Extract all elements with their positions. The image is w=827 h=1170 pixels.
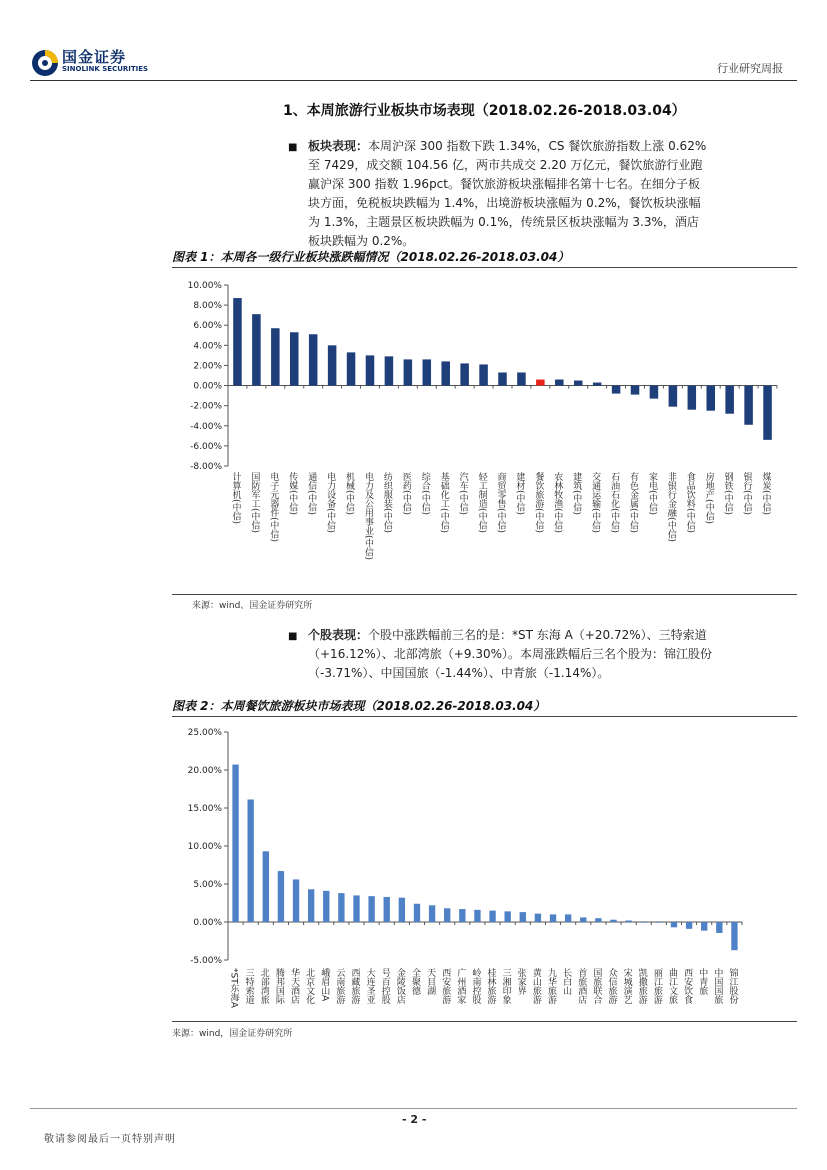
x-tick-label: 商贸零售(中信) <box>495 472 506 534</box>
para2-line: （+16.12%）、北部湾旅（+9.30%）。本周涨跌幅后三名个股为：锦江股份 <box>308 647 712 661</box>
x-tick-label: 纺织服装(中信) <box>381 472 392 534</box>
x-tick-label-wrap <box>259 968 273 1020</box>
x-tick-label: 电力及公用事业(中信) <box>362 472 373 561</box>
x-tick-label-wrap <box>546 968 560 1020</box>
bar <box>252 314 261 385</box>
bar <box>271 328 280 385</box>
x-tick-label: 九华旅游 <box>546 968 557 1004</box>
x-tick-label: 医药(中信) <box>400 472 411 516</box>
x-tick-label-wrap <box>486 968 500 1020</box>
bar <box>731 922 737 950</box>
x-tick-label: 食品饮料(中信) <box>684 472 695 534</box>
x-tick-label: 国旅联合 <box>591 968 602 1004</box>
x-tick-label-wrap <box>628 472 642 592</box>
header-divider <box>30 80 797 81</box>
bar <box>399 898 405 922</box>
paragraph-sector <box>308 137 788 251</box>
x-tick-label: 丽江旅游 <box>651 968 662 1004</box>
bar <box>716 922 722 933</box>
bar <box>309 334 318 385</box>
bar <box>233 298 242 385</box>
x-tick-label-wrap <box>685 472 699 592</box>
y-tick-label: 0.00% <box>193 918 222 928</box>
bar <box>384 897 390 922</box>
y-tick-label: 8.00% <box>193 301 222 312</box>
bar <box>565 914 571 922</box>
x-tick-label: 凯撒旅游 <box>636 968 647 1004</box>
x-tick-label-wrap <box>344 472 358 592</box>
page-number: - 2 - <box>402 1113 427 1126</box>
bar <box>232 765 238 922</box>
bar <box>593 383 602 386</box>
x-tick-label: 农林牧渔(中信) <box>552 472 563 534</box>
x-tick-label: 非银行金融(中信) <box>665 472 676 543</box>
x-tick-label-wrap <box>591 968 605 1020</box>
x-tick-label-wrap <box>723 472 737 592</box>
logo-text-en: SINOLINK SECURITIES <box>62 65 149 73</box>
x-tick-label-wrap <box>395 968 409 1020</box>
x-tick-label-wrap <box>410 968 424 1020</box>
figure2-top-rule <box>172 716 797 717</box>
bar <box>366 355 375 385</box>
logo-mark-icon <box>30 48 60 78</box>
x-tick-label-wrap <box>552 472 566 592</box>
bar <box>328 345 337 385</box>
x-tick-label: 西安饮食 <box>682 968 693 1004</box>
y-tick-label: 10.00% <box>187 281 222 291</box>
x-tick-label-wrap <box>666 472 680 592</box>
x-tick-label-wrap <box>704 472 718 592</box>
bar <box>763 386 772 440</box>
x-tick-label-wrap <box>425 968 439 1020</box>
x-tick-label-wrap <box>533 472 547 592</box>
x-tick-label-wrap <box>380 968 394 1020</box>
x-tick-label: *ST东海A <box>228 968 239 1008</box>
bar <box>368 896 374 922</box>
bar <box>671 922 677 927</box>
para2-line: 个股中涨跌幅前三名的是：*ST 东海 A（+20.72%）、三特索道 <box>368 628 707 642</box>
x-tick-label: 综合(中信) <box>419 472 430 516</box>
y-tick-label: -2.00% <box>190 401 222 412</box>
x-tick-label: 中青旅 <box>697 968 708 995</box>
figure2-source: 来源：wind，国金证券研究所 <box>172 1029 293 1039</box>
x-tick-label-wrap <box>439 472 453 592</box>
footer-divider <box>30 1108 797 1109</box>
x-tick-label: 大连圣亚 <box>364 968 375 1004</box>
para1-line: 至 7429，成交额 104.56 亿，两市共成交 2.20 万亿元，餐饮旅游行业跑 <box>308 158 703 172</box>
bar <box>323 891 329 922</box>
x-tick-label-wrap <box>637 968 651 1020</box>
bar <box>688 386 697 410</box>
bar <box>290 332 299 385</box>
x-tick-label: 三湘印象 <box>500 968 511 1004</box>
x-tick-label: 通信(中信) <box>306 472 317 516</box>
x-tick-label-wrap <box>514 472 528 592</box>
bar <box>444 908 450 922</box>
para1-line: 为 1.3%，主题景区板块跌幅为 0.1%，传统景区板块涨幅为 3.3%，酒店 <box>308 215 699 229</box>
bar <box>479 364 488 385</box>
bar <box>701 922 707 931</box>
bar <box>414 904 420 922</box>
x-tick-label-wrap <box>607 968 621 1020</box>
para2-line: （-3.71%）、中国国旅（-1.44%）、中青旅（-1.14%）。 <box>308 666 610 680</box>
x-tick-label-wrap <box>609 472 623 592</box>
y-tick-label: 6.00% <box>193 321 222 332</box>
bar <box>686 922 692 929</box>
x-tick-label-wrap <box>363 472 377 592</box>
bar <box>293 879 299 922</box>
y-tick-label: -8.00% <box>190 462 222 472</box>
figure1-top-rule <box>172 267 797 268</box>
x-tick-label-wrap <box>229 968 243 1020</box>
para1-line: 本周沪深 300 指数下跌 1.34%，CS 餐饮旅游指数上涨 0.62% <box>368 139 707 153</box>
x-tick-label-wrap <box>571 472 585 592</box>
x-tick-label: 首旅酒店 <box>576 968 587 1004</box>
x-tick-label: 家电(中信) <box>646 472 657 516</box>
x-tick-label: 银行(中信) <box>741 472 752 516</box>
y-tick-label: 25.00% <box>187 728 222 738</box>
x-tick-label: 峨眉山A <box>319 968 330 1002</box>
x-tick-label-wrap <box>727 968 741 1020</box>
y-tick-label: 10.00% <box>187 842 222 852</box>
x-tick-label: 餐饮旅游(中信) <box>533 472 544 534</box>
para1-line: 赢沪深 300 指数 1.96pct。餐饮旅游板块涨幅排名第十七名。在细分子板 <box>308 177 700 191</box>
x-tick-label-wrap <box>531 968 545 1020</box>
section-title: 1、本周旅游行业板块市场表现（2018.02.26-2018.03.04） <box>283 103 686 119</box>
y-tick-label: 5.00% <box>193 880 222 890</box>
bar <box>580 917 586 922</box>
bar <box>744 386 753 425</box>
bar <box>441 361 450 385</box>
bar <box>505 911 511 922</box>
x-tick-label: 传媒(中信) <box>287 472 298 516</box>
bar <box>474 910 480 922</box>
bar <box>429 905 435 922</box>
x-tick-label-wrap <box>667 968 681 1020</box>
bar <box>725 386 734 414</box>
x-tick-label: 石油石化(中信) <box>609 472 620 534</box>
bar <box>353 895 359 922</box>
bar <box>385 356 394 385</box>
bar <box>459 909 465 922</box>
bar <box>535 914 541 922</box>
para2-bold: 个股表现： <box>308 628 369 642</box>
y-tick-label: -5.00% <box>190 956 222 966</box>
x-tick-label: 基础化工(中信) <box>438 472 449 534</box>
x-tick-label: 建筑(中信) <box>571 472 582 516</box>
x-tick-label: 黄山旅游 <box>530 968 541 1004</box>
x-tick-label: 北部湾旅 <box>258 968 269 1004</box>
bar <box>517 372 526 385</box>
y-tick-label: -4.00% <box>190 421 222 432</box>
x-tick-label-wrap <box>350 968 364 1020</box>
x-tick-label: 西安旅游 <box>440 968 451 1004</box>
bar <box>595 918 601 922</box>
x-tick-label: 张家界 <box>515 968 526 995</box>
x-tick-label: 腾邦国际 <box>273 968 284 1004</box>
bar <box>669 386 678 407</box>
bar <box>610 920 616 922</box>
bar <box>650 386 659 399</box>
x-tick-label-wrap <box>420 472 434 592</box>
x-tick-label-wrap <box>576 968 590 1020</box>
x-tick-label-wrap <box>712 968 726 1020</box>
x-tick-label: 号百控股 <box>379 968 390 1004</box>
x-tick-label-wrap <box>304 968 318 1020</box>
bar <box>520 912 526 922</box>
bar <box>423 359 432 385</box>
x-tick-label: 中国国旅 <box>712 968 723 1004</box>
x-tick-label-wrap <box>458 472 472 592</box>
bar <box>347 352 356 385</box>
figure2-title: 图表 2：本周餐饮旅游板块市场表现（2018.02.26-2018.03.04） <box>172 699 546 713</box>
bullet-icon: ■ <box>288 142 298 153</box>
x-tick-label-wrap <box>325 472 339 592</box>
x-tick-label: 金陵饭店 <box>394 968 405 1004</box>
bar <box>631 386 640 395</box>
x-tick-label-wrap <box>274 968 288 1020</box>
x-tick-label: 曲江文旅 <box>666 968 677 1004</box>
x-tick-label-wrap <box>455 968 469 1020</box>
y-tick-label: 4.00% <box>193 341 222 352</box>
x-tick-label-wrap <box>496 472 510 592</box>
x-tick-label-wrap <box>622 968 636 1020</box>
x-tick-label: 众信旅游 <box>606 968 617 1004</box>
bar <box>706 386 715 411</box>
bar <box>574 381 583 386</box>
x-tick-label: 广州酒家 <box>455 968 466 1004</box>
figure2-bottom-rule <box>172 1021 797 1022</box>
x-tick-label: 云南旅游 <box>334 968 345 1004</box>
x-tick-label: 有色金属(中信) <box>628 472 639 534</box>
bar <box>248 799 254 922</box>
report-type: 行业研究周报 <box>717 62 783 75</box>
bar <box>536 380 545 386</box>
x-tick-label-wrap <box>470 968 484 1020</box>
x-tick-label: 交通运输(中信) <box>590 472 601 534</box>
para1-bold: 板块表现： <box>308 139 369 153</box>
logo-text-cn: 国金证券 <box>62 48 127 66</box>
x-tick-label: 建材(中信) <box>514 472 525 516</box>
y-tick-label: -6.00% <box>190 441 222 452</box>
figure1-source: 来源：wind、国金证券研究所 <box>192 601 313 611</box>
x-tick-label: 长白山 <box>561 968 572 995</box>
x-tick-label: 汽车(中信) <box>457 472 468 516</box>
x-tick-label-wrap <box>477 472 491 592</box>
bar <box>460 363 469 385</box>
x-tick-label: 钢铁(中信) <box>722 472 733 516</box>
x-tick-label: 华天酒店 <box>289 968 300 1004</box>
x-tick-label: 西藏旅游 <box>349 968 360 1004</box>
x-tick-label: 国防军工(中信) <box>249 472 260 534</box>
figure1-title: 图表 1：本周各一级行业板块涨跌幅情况（2018.02.26-2018.03.04） <box>172 250 570 264</box>
x-tick-label: 北京文化 <box>304 968 315 1004</box>
x-tick-label-wrap <box>652 968 666 1020</box>
x-tick-label-wrap <box>319 968 333 1020</box>
bar <box>625 920 631 922</box>
para1-line: 板块跌幅为 0.2%。 <box>308 234 415 248</box>
bar <box>612 386 621 394</box>
x-tick-label-wrap <box>230 472 244 592</box>
disclaimer: 敬请参阅最后一页特别声明 <box>44 1134 176 1145</box>
bar <box>404 359 413 385</box>
x-tick-label: 机械(中信) <box>344 472 355 516</box>
x-tick-label-wrap <box>761 472 775 592</box>
x-tick-label-wrap <box>401 472 415 592</box>
bar <box>555 380 564 386</box>
y-tick-label: 0.00% <box>193 381 222 392</box>
x-tick-label-wrap <box>289 968 303 1020</box>
x-tick-label: 计算机(中信) <box>230 472 241 525</box>
x-tick-label: 电子元器件(中信) <box>268 472 279 543</box>
x-tick-label-wrap <box>249 472 263 592</box>
x-tick-label-wrap <box>306 472 320 592</box>
y-tick-label: 20.00% <box>187 766 222 776</box>
x-tick-label: 轻工制造(中信) <box>476 472 487 534</box>
x-tick-label: 锦江股份 <box>727 968 738 1004</box>
x-tick-label: 宋城演艺 <box>621 968 632 1004</box>
x-tick-label-wrap <box>697 968 711 1020</box>
x-tick-label: 天目湖 <box>425 968 436 995</box>
figure1-chart <box>172 270 797 592</box>
x-tick-label-wrap <box>561 968 575 1020</box>
x-tick-label-wrap <box>516 968 530 1020</box>
x-tick-label-wrap <box>742 472 756 592</box>
y-tick-label: 2.00% <box>193 361 222 372</box>
x-tick-label-wrap <box>440 968 454 1020</box>
figure2-chart <box>172 720 797 1020</box>
x-tick-label: 电力设备(中信) <box>325 472 336 534</box>
bar <box>308 889 314 922</box>
x-tick-label-wrap <box>682 968 696 1020</box>
x-tick-label-wrap <box>590 472 604 592</box>
bar <box>338 893 344 922</box>
bullet-icon: ■ <box>288 631 298 642</box>
x-tick-label-wrap <box>501 968 515 1020</box>
bar <box>263 851 269 922</box>
x-tick-label-wrap <box>647 472 661 592</box>
x-tick-label: 全聚德 <box>409 968 420 995</box>
figure1-bottom-rule <box>172 594 797 595</box>
y-tick-label: 15.00% <box>187 804 222 814</box>
bar <box>550 914 556 922</box>
x-tick-label: 岭南控股 <box>470 968 481 1004</box>
paragraph-stocks <box>308 626 788 683</box>
para1-line: 块方面，免税板块跌幅为 1.4%，出境游板块涨幅为 0.2%，餐饮板块涨幅 <box>308 196 701 210</box>
x-tick-label-wrap <box>365 968 379 1020</box>
x-tick-label-wrap <box>334 968 348 1020</box>
bar <box>498 372 507 385</box>
bar <box>641 922 647 923</box>
x-tick-label: 煤炭(中信) <box>760 472 771 516</box>
x-tick-label-wrap <box>244 968 258 1020</box>
x-tick-label: 房地产(中信) <box>703 472 714 525</box>
bar <box>656 922 662 923</box>
bar <box>278 871 284 922</box>
x-tick-label-wrap <box>287 472 301 592</box>
bar <box>489 911 495 922</box>
x-tick-label-wrap <box>268 472 282 592</box>
x-tick-label: 三特索道 <box>243 968 254 1004</box>
x-tick-label: 桂林旅游 <box>485 968 496 1004</box>
x-tick-label-wrap <box>382 472 396 592</box>
